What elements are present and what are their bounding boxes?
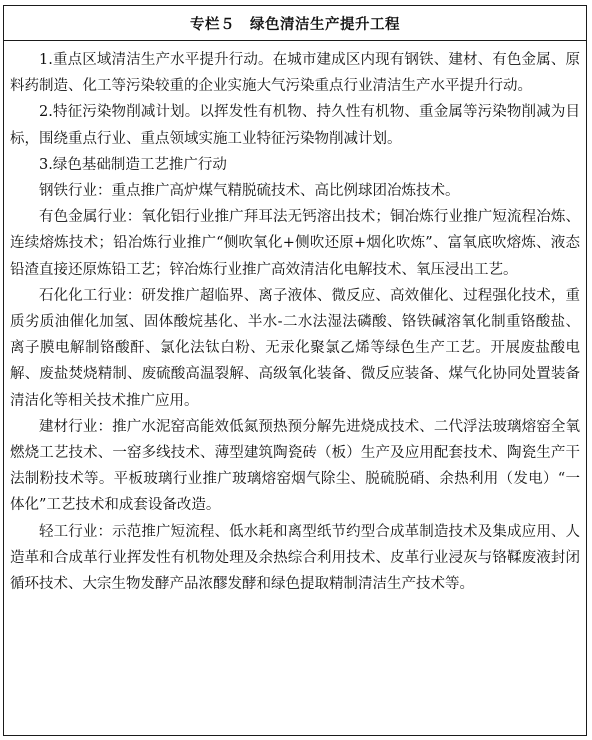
paragraph-petrochemical-industry: 石化化工行业：研发推广超临界、离子液体、微反应、高效催化、过程强化技术，重质劣质油催化加氢、固体酸烷基化、半水-二水法湿法磷酸、铬铁碱溶氧化制重铬酸盐、离子膜电解制铬酸酐、氯化法钛白粉、无汞化聚氯乙烯等绿色生产工艺。开展废盐酸电解、废盐焚烧精制、废硫酸高温裂解、高级氧化装备、微反应装备、煤气化协同处置装备清洁化等相关技术推广应用。 [10, 287, 580, 409]
feature-box [3, 5, 587, 736]
box-title: 专栏５ 绿色清洁生产提升工程 [4, 6, 586, 41]
paragraph-green-process-heading: 3.绿色基础制造工艺推广行动 [39, 156, 227, 173]
paragraph-pollutant-reduction: 2.特征污染物削减计划。以挥发性有机物、持久性有机物、重金属等污染物削减为目标，围绕重点行业、重点领域实施工业特征污染物削减计划。 [10, 104, 580, 147]
paragraph-steel-industry: 钢铁行业：重点推广高炉煤气精脱硫技术、高比例球团冶炼技术。 [39, 183, 460, 200]
paragraph-building-materials-industry: 建材行业：推广水泥窑高能效低氮预热预分解先进烧成技术、二代浮法玻璃熔窑全氧燃烧工艺技术、一窑多线技术、薄型建筑陶瓷砖（板）生产及应用配套技术、陶瓷生产干法制粉技术等。平板玻璃行业推广玻璃熔窑烟气除尘、脱硫脱硝、余热利用（发电）“一体化”工艺技术和成套设备改造。 [10, 418, 580, 514]
box-content [4, 41, 586, 597]
paragraph-light-industry: 轻工行业：示范推广短流程、低水耗和离型纸节约型合成革制造技术及集成应用、人造革和合成革行业挥发性有机物处理及余热综合利用技术、皮革行业浸灰与铬鞣废液封闭循环技术、大宗生物发酵产品浓醪发酵和绿色提取精制清洁生产技术等。 [10, 523, 580, 593]
paragraph-regional-cleaner-production: 1.重点区域清洁生产水平提升行动。在城市建成区内现有钢铁、建材、有色金属、原料药制造、化工等污染较重的企业实施大气污染重点行业清洁生产水平提升行动。 [10, 52, 580, 95]
paragraph-nonferrous-industry: 有色金属行业：氧化铝行业推广拜耳法无钙溶出技术；铜冶炼行业推广短流程冶炼、连续熔炼技术；铅冶炼行业推广“侧吹氧化+侧吹还原+烟化吹炼”、富氧底吹熔炼、液态铅渣直接还原炼铅工艺；锌冶炼行业推广高效清洁化电解技术、氧压浸出工艺。 [10, 209, 580, 278]
